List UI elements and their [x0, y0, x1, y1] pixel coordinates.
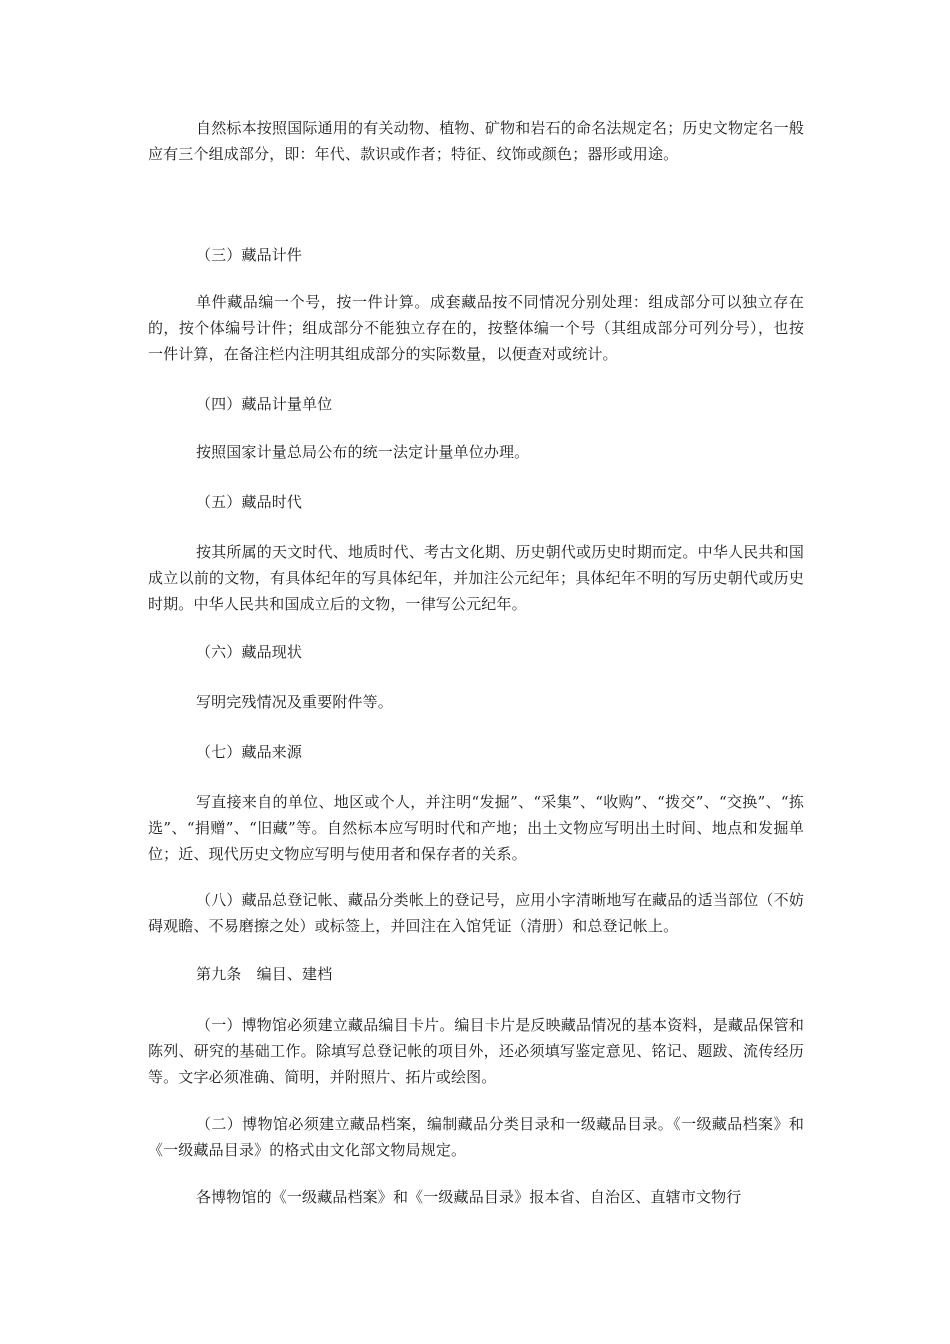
- section-heading-item-count: （三）藏品计件: [196, 246, 303, 264]
- paragraph-catalogue-cards: （一）博物馆必须建立藏品编目卡片。编目卡片是反映藏品情况的基本资料，是藏品保管和陈列、研究的基础工作。除填写总登记帐的项目外，还必须填写鉴定意见、铭记、题跋、流传经历等。文字必须准确、简明，并附照片、拓片或绘图。: [148, 1016, 804, 1086]
- paragraph-collection-archives: （二）博物馆必须建立藏品档案，编制藏品分类目录和一级藏品目录。《一级藏品档案》和《一级藏品目录》的格式由文化部文物局规定。: [148, 1115, 804, 1159]
- paragraph-naming-rules: 自然标本按照国际通用的有关动物、植物、矿物和岩石的命名法规定名；历史文物定名一般应有三个组成部分，即：年代、款识或作者；特征、纹饰或颜色；器形或用途。: [148, 119, 804, 163]
- section-heading-source: （七）藏品来源: [196, 743, 303, 761]
- paragraph-item-count: 单件藏品编一个号，按一件计算。成套藏品按不同情况分别处理：组成部分可以独立存在的，按个体编号计件；组成部分不能独立存在的，按整体编一个号（其组成部分可列分号），也按一件计算，在备注栏内注明其组成部分的实际数量，以便查对或统计。: [148, 293, 804, 363]
- paragraph-era: 按其所属的天文时代、地质时代、考古文化期、历史朝代或历史时期而定。中华人民共和国成立以前的文物，有具体纪年的写具体纪年，并加注公元纪年；具体纪年不明的写历史朝代或历史时期。中华人民共和国成立后的文物，一律写公元纪年。: [148, 543, 804, 613]
- article-heading-cataloguing: 第九条 编目、建档: [196, 965, 333, 983]
- section-heading-measurement-unit: （四）藏品计量单位: [196, 395, 333, 413]
- paragraph-registration-number: （八）藏品总登记帐、藏品分类帐上的登记号，应用小字清晰地写在藏品的适当部位（不妨碍观瞻、不易磨擦之处）或标签上，并回注在入馆凭证（清册）和总登记帐上。: [148, 891, 804, 935]
- section-heading-condition: （六）藏品现状: [196, 643, 303, 661]
- paragraph-report-submission: 各博物馆的《一级藏品档案》和《一级藏品目录》报本省、自治区、直辖市文物行: [196, 1188, 742, 1206]
- section-heading-era: （五）藏品时代: [196, 493, 303, 511]
- paragraph-measurement-unit: 按照国家计量总局公布的统一法定计量单位办理。: [196, 443, 530, 461]
- paragraph-condition: 写明完残情况及重要附件等。: [196, 693, 393, 711]
- paragraph-source: 写直接来自的单位、地区或个人，并注明“发掘”、“采集”、“收购”、“拨交”、“交换”、“拣选”、“捐赠”、“旧藏”等。自然标本应写明时代和产地；出土文物应写明出土时间、地点和发掘单位；近、现代历史文物应写明与使用者和保存者的关系。: [148, 793, 804, 863]
